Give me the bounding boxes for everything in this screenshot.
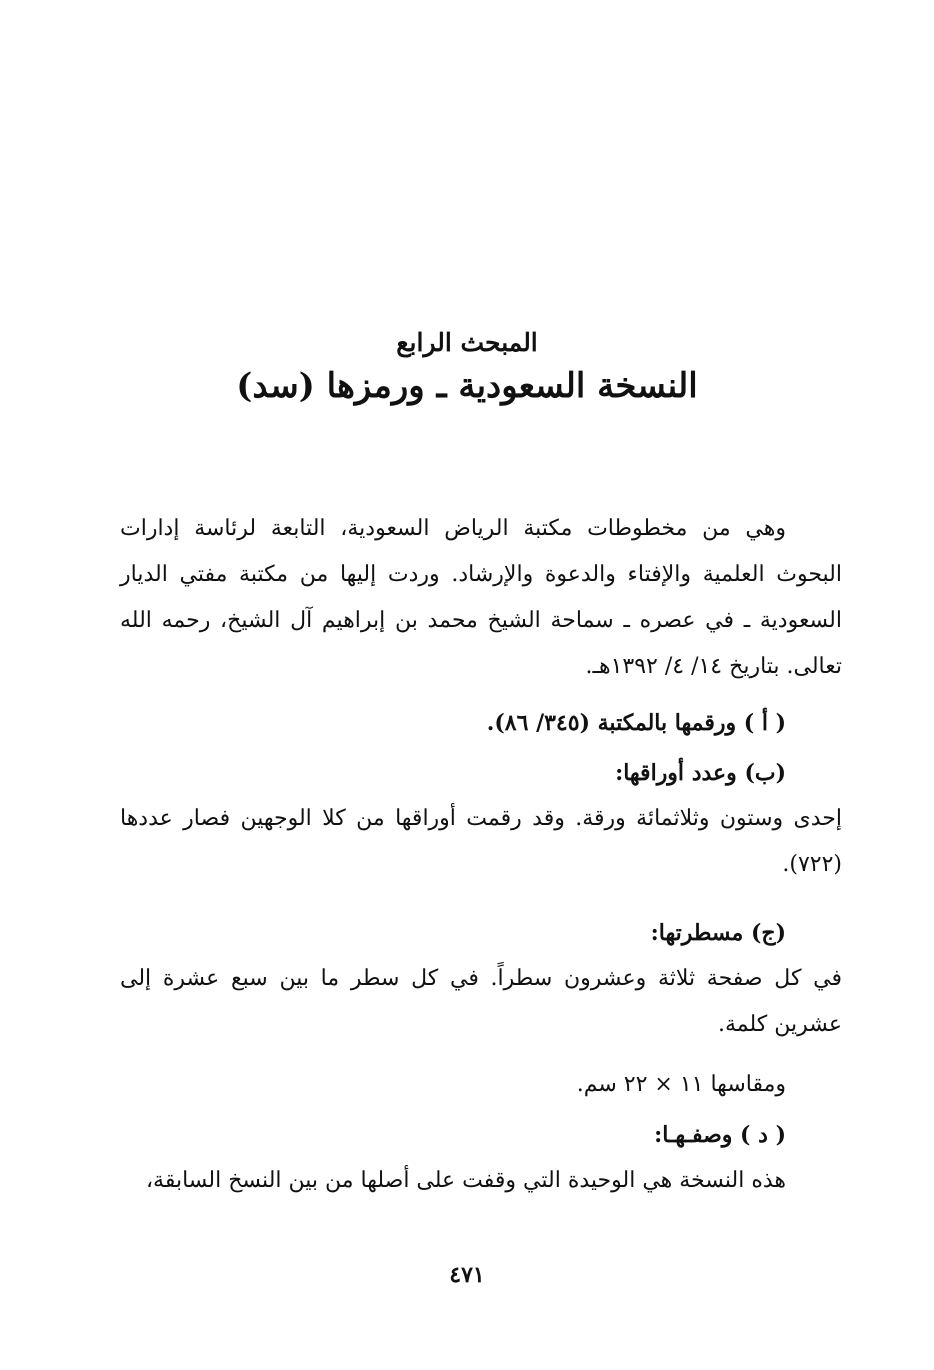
intro-paragraph: وهي من مخطوطات مكتبة الرياض السعودية، التابعة لرئاسة إدارات البحوث العلمية والإفتاء والدعوة والإرشاد. وردت إليها من مكتبة مفتي الديار السعودية ـ في عصره ـ سماحة الشيخ محمد بن إبراهيم آل الشيخ، رحمه الله تعالى. بتاريخ ١٤/ ٤/ ١٣٩٢هـ.: [120, 516, 842, 679]
item-c-text: في كل صفحة ثلاثة وعشرون سطراً. في كل سطر ما بين سبع عشرة إلى عشرين كلمة.: [120, 966, 842, 1037]
item-d-text: هذه النسخة هي الوحيدة التي وقفت على أصلها من بين النسخ السابقة،: [145, 1168, 786, 1193]
chapter-title: النسخة السعودية ـ ورمزها (سد): [236, 366, 698, 406]
item-b-heading: (ب) وعدد أوراقها:: [615, 760, 786, 786]
item-c-heading: (ج) مسطرتها:: [650, 920, 786, 946]
section-label: المبحث الرابع: [396, 328, 538, 357]
item-b-text: إحدى وستون وثلاثمائة ورقة. وقد رقمت أوراقها من كلا الوجهين فصار عددها (٧٢٢).: [120, 806, 842, 877]
measurements-text: ومقاسها ١١ × ٢٢ سم.: [576, 1072, 786, 1097]
page-body: [120, 506, 842, 1204]
item-d-heading: ( د ) وصفـهـا:: [654, 1122, 786, 1148]
page-number: ٤٧١: [449, 1262, 485, 1288]
item-a-shelfmark: ( أ ) ورقمها بالمكتبة (٣٤٥/ ٨٦).: [486, 710, 786, 736]
